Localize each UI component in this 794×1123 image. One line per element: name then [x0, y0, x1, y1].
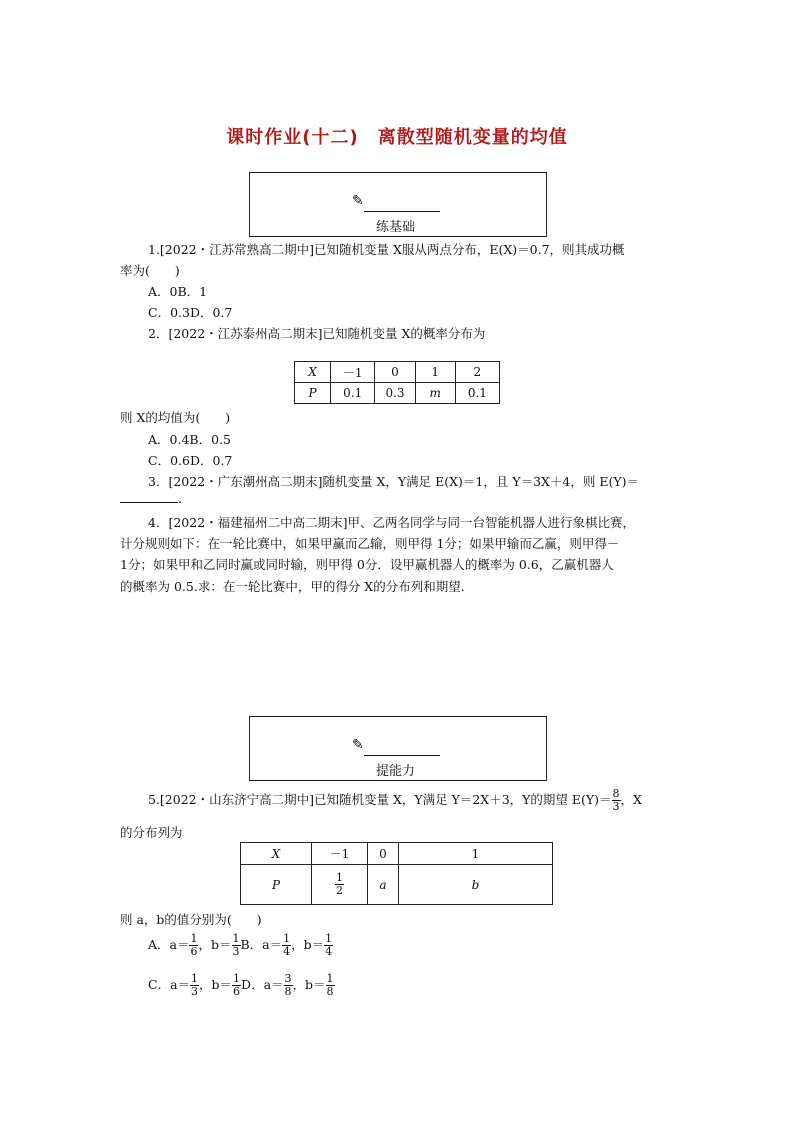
numerator: 1: [233, 972, 241, 985]
pen-icon: ✎: [352, 737, 364, 753]
q3-line1: 3．[2022・广东潮州高二期末]随机变量 X，Y满足 E(X)＝1，且 Y＝3X＋4，则 E(Y)＝: [148, 474, 639, 489]
period: .: [178, 491, 182, 506]
table-cell: －1: [331, 362, 375, 383]
q3-line2: [120, 491, 182, 506]
table-cell: 0.1: [331, 383, 375, 404]
q1-line2: 率为( ): [120, 263, 180, 278]
table-cell: m: [415, 383, 455, 404]
q5-line2: 的分布列为: [120, 825, 183, 840]
fraction: [232, 933, 241, 958]
fraction: [335, 872, 344, 897]
q5-stem: 5.[2022・山东济宁高二期中]已知随机变量 X，Y满足 Y＝2X＋3，Y的期望 E(Y)＝: [148, 792, 612, 807]
denominator: 4: [283, 945, 291, 958]
numerator: 3: [284, 972, 292, 985]
table-cell: P: [295, 383, 331, 404]
numerator: 1: [325, 932, 333, 945]
table-cell: 1: [399, 843, 553, 865]
denominator: 6: [233, 985, 241, 998]
numerator: 1: [232, 932, 240, 945]
table-cell: 2: [455, 362, 499, 383]
fraction: [190, 973, 199, 998]
table-cell: 0.1: [455, 383, 499, 404]
table-cell: b: [399, 865, 553, 905]
option-text: ，b＝: [199, 977, 233, 992]
table-cell: X: [241, 843, 312, 865]
q5-stem-end: ，X: [620, 792, 642, 807]
section-label: 提能力: [376, 764, 416, 779]
section-header-box: [249, 716, 547, 781]
option-text: ，b＝: [198, 937, 232, 952]
q5-option-ab: [148, 933, 333, 958]
section-header-box: [249, 172, 547, 237]
denominator: 3: [232, 945, 240, 958]
denominator: 3: [191, 985, 199, 998]
option-text: D．a＝: [241, 977, 284, 992]
option-text: A．a＝: [148, 937, 190, 952]
option-text: B．a＝: [240, 937, 283, 952]
option-text: ，b＝: [292, 977, 326, 992]
answer-blank: [120, 492, 178, 503]
numerator: 8: [612, 787, 620, 800]
underline: [364, 755, 440, 756]
page-title: 课时作业(十二) 离散型随机变量的均值: [226, 127, 568, 148]
q2-option-cd: C．0.6D．0.7: [148, 453, 233, 468]
q2-after: 则 X的均值为( ): [120, 410, 231, 425]
denominator: 4: [325, 945, 333, 958]
table-cell: X: [295, 362, 331, 383]
q4-line1: 4．[2022・福建福州二中高二期末]甲、乙两名同学与同一台智能机器人进行象棋比赛，: [148, 515, 636, 530]
fraction: [612, 788, 621, 813]
q5-distribution-table: [240, 842, 553, 905]
option-text: ，b＝: [291, 937, 325, 952]
table-cell: a: [368, 865, 399, 905]
q4-line2: 计分规则如下：在一轮比赛中，如果甲赢而乙输，则甲得 1分；如果甲输而乙赢，则甲得－: [120, 536, 620, 551]
q1-option-ab: A．0B．1: [148, 284, 208, 299]
denominator: 6: [190, 945, 198, 958]
q5-option-cd: [148, 973, 335, 998]
denominator: 2: [336, 884, 343, 897]
table-cell: －1: [312, 843, 368, 865]
table-cell: 0: [375, 362, 415, 383]
denominator: 8: [284, 985, 292, 998]
numerator: 1: [336, 871, 343, 884]
pen-icon: ✎: [352, 193, 364, 209]
q4-line4: 的概率为 0.5.求：在一轮比赛中，甲的得分 X的分布列和期望．: [120, 579, 474, 594]
table-cell: P: [241, 865, 312, 905]
q4-line3: 1分；如果甲和乙同时赢或同时输，则甲得 0分．设甲赢机器人的概率为 0.6，乙赢机器人: [120, 557, 614, 572]
denominator: 8: [326, 985, 334, 998]
numerator: 1: [190, 932, 198, 945]
table-cell: 0: [368, 843, 399, 865]
fraction: [324, 933, 333, 958]
q5-line1: [148, 788, 642, 813]
numerator: 1: [326, 972, 334, 985]
q5-after: 则 a，b的值分别为( ): [120, 912, 262, 927]
numerator: 1: [283, 932, 291, 945]
fraction: [326, 973, 335, 998]
q2-stem: 2．[2022・江苏泰州高二期末]已知随机变量 X的概率分布为: [148, 326, 486, 341]
table-cell: [312, 865, 368, 905]
section-label: 练基础: [376, 220, 416, 235]
numerator: 1: [191, 972, 199, 985]
q1-line1: 1.[2022・江苏常熟高二期中]已知随机变量 X服从两点分布，E(X)＝0.7，则其成功概: [148, 242, 625, 257]
table-cell: 1: [415, 362, 455, 383]
denominator: 3: [612, 800, 620, 813]
table-cell: 0.3: [375, 383, 415, 404]
underline: [364, 211, 440, 212]
q1-option-cd: C．0.3D．0.7: [148, 305, 233, 320]
fraction: [282, 933, 291, 958]
q2-option-ab: A．0.4B．0.5: [148, 432, 231, 447]
option-text: C．a＝: [148, 977, 191, 992]
fraction: [232, 973, 241, 998]
fraction: [284, 973, 293, 998]
q2-distribution-table: [294, 361, 500, 404]
